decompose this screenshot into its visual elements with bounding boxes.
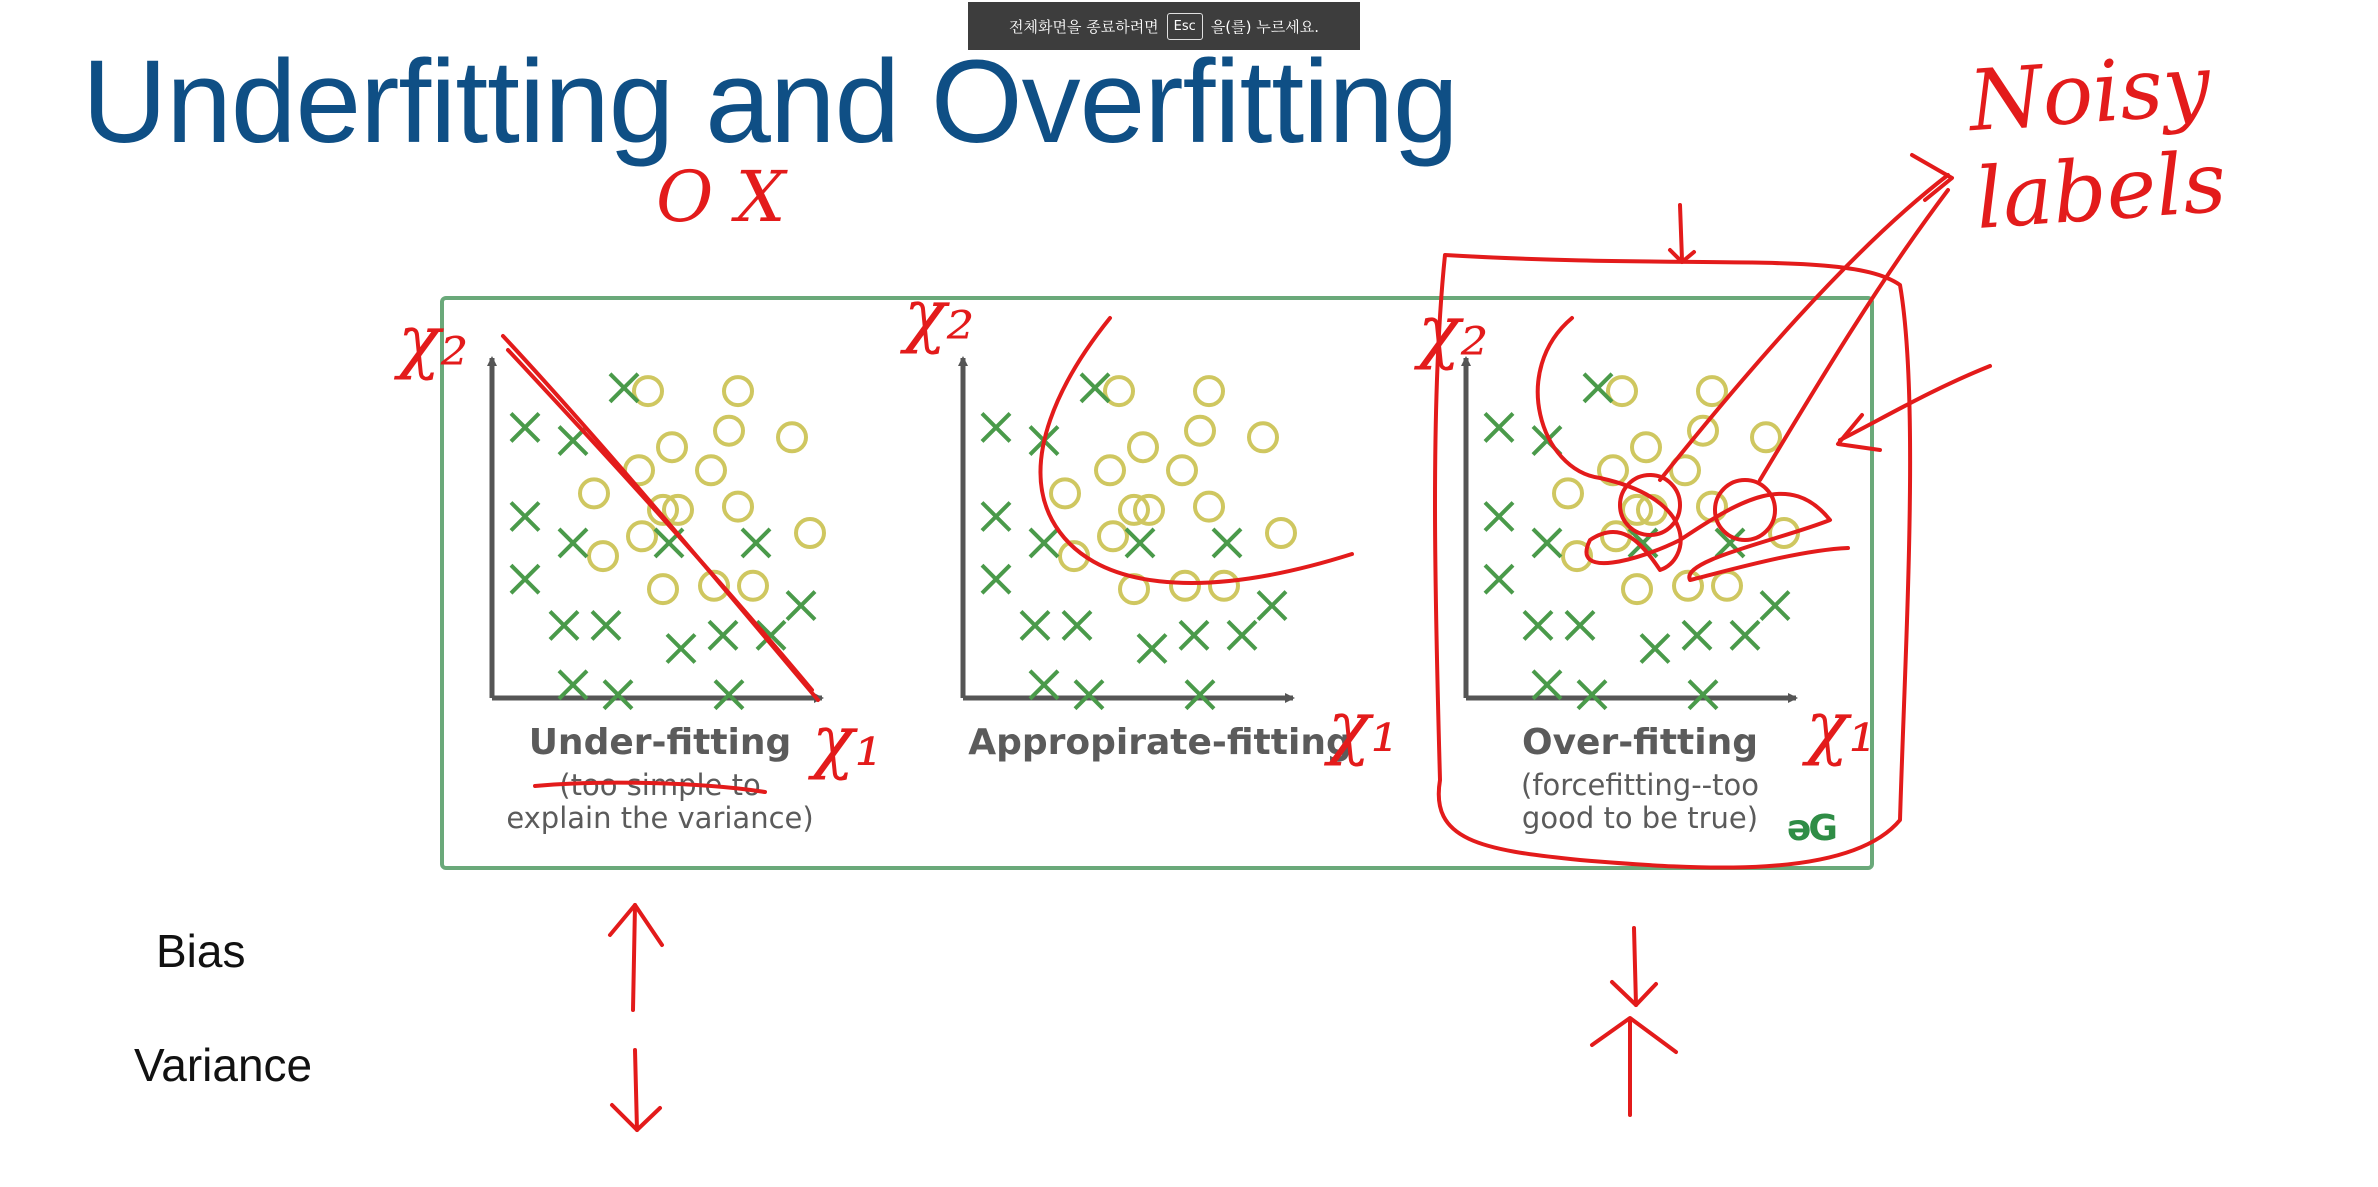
caption-over-fitting [1480, 722, 1800, 835]
class-o-point [589, 542, 617, 570]
class-x-point [1524, 611, 1552, 639]
class-x-point [742, 529, 770, 557]
class-x-point [655, 529, 683, 557]
class-o-point [1267, 519, 1295, 547]
class-x-point [1485, 413, 1513, 441]
class-o-point [658, 433, 686, 461]
class-x-point [1689, 681, 1717, 709]
class-x-point [604, 681, 632, 709]
class-x-point [1566, 611, 1594, 639]
class-o-point [1099, 522, 1127, 550]
class-x-point [1761, 592, 1789, 620]
class-o-point [1186, 417, 1214, 445]
class-x-point [982, 413, 1010, 441]
class-o-point [1171, 572, 1199, 600]
slide-title: Underfitting and Overfitting [82, 36, 1458, 168]
panel-over-fitting [1466, 358, 1798, 709]
class-o-point [1249, 423, 1277, 451]
class-o-point [1632, 433, 1660, 461]
class-o-point [1120, 575, 1148, 603]
caption-under-fitting [480, 722, 840, 835]
class-x-point [1641, 635, 1669, 663]
class-o-point [1698, 493, 1726, 521]
axis-x1-note-under: χ₁ [812, 700, 883, 782]
esc-key-hint: Esc [1167, 13, 1203, 40]
class-x-point [550, 611, 578, 639]
class-o-point [1554, 479, 1582, 507]
class-o-point [1602, 522, 1630, 550]
class-x-point [1030, 671, 1058, 699]
class-x-point [709, 621, 737, 649]
caption-title: Under-fitting [528, 722, 792, 763]
caption-appropriate-fitting [960, 722, 1360, 763]
class-o-point [724, 493, 752, 521]
class-x-point [757, 621, 785, 649]
class-x-point [1180, 621, 1208, 649]
class-x-point [1126, 529, 1154, 557]
ox-note: O X [656, 156, 786, 238]
class-x-point [592, 611, 620, 639]
class-x-point [1683, 621, 1711, 649]
class-o-point [715, 417, 743, 445]
class-x-point [1186, 681, 1214, 709]
class-x-point [511, 565, 539, 593]
class-x-point [982, 503, 1010, 531]
class-x-point [1533, 529, 1561, 557]
class-o-point [1210, 572, 1238, 600]
axis-x1-note-over: χ₁ [1806, 686, 1877, 768]
caption-subtitle: (too simple to explain the variance) [506, 768, 814, 835]
axis-x2-note-over: χ₂ [1418, 290, 1489, 372]
class-x-point [1485, 565, 1513, 593]
class-o-point [1689, 417, 1717, 445]
class-o-point [1195, 377, 1223, 405]
class-x-point [559, 529, 587, 557]
class-x-point [1138, 635, 1166, 663]
variance-label: Variance [134, 1039, 313, 1091]
class-x-point [1533, 427, 1561, 455]
class-x-point [1629, 529, 1657, 557]
class-o-point [1713, 572, 1741, 600]
class-x-point [1213, 529, 1241, 557]
class-x-point [715, 681, 743, 709]
geeksforgeeks-logo: əG [1787, 808, 1835, 849]
class-x-point [1030, 529, 1058, 557]
class-x-point [1578, 681, 1606, 709]
class-o-point [1674, 572, 1702, 600]
banner-text-after: 을(를) 누르세요. [1210, 17, 1319, 36]
class-o-point [1563, 542, 1591, 570]
class-x-point [1063, 611, 1091, 639]
class-o-point [1129, 433, 1157, 461]
caption-title: Appropirate-fitting [968, 722, 1352, 763]
class-x-point [1533, 671, 1561, 699]
class-o-point [1671, 456, 1699, 484]
caption-subtitle: (forcefitting--too good to be true) [1521, 768, 1759, 835]
axis-x1-note-appropriate: χ₁ [1328, 686, 1399, 768]
class-o-point [1752, 423, 1780, 451]
class-o-point [649, 575, 677, 603]
class-x-point [511, 503, 539, 531]
class-o-point [1168, 456, 1196, 484]
class-o-point [796, 519, 824, 547]
class-o-point [1096, 456, 1124, 484]
axis-x2-note-under: χ₂ [398, 300, 469, 382]
class-o-point [724, 377, 752, 405]
panel-appropriate-fitting [963, 358, 1295, 709]
noisy-labels-note: Noisy labels [1965, 35, 2230, 248]
class-x-point [1021, 611, 1049, 639]
class-o-point [1599, 456, 1627, 484]
class-x-point [1030, 427, 1058, 455]
caption-title: Over-fitting [1521, 722, 1759, 763]
class-o-point [628, 522, 656, 550]
class-o-point [739, 572, 767, 600]
class-o-point [697, 456, 725, 484]
class-o-point [625, 456, 653, 484]
class-x-point [1075, 681, 1103, 709]
class-x-point [1258, 592, 1286, 620]
class-o-point [700, 572, 728, 600]
class-o-point [1060, 542, 1088, 570]
class-x-point [1485, 503, 1513, 531]
class-o-point [1051, 479, 1079, 507]
class-x-point [667, 635, 695, 663]
class-o-point [1698, 377, 1726, 405]
bias-label: Bias [156, 925, 246, 977]
class-x-point [1228, 621, 1256, 649]
class-x-point [1716, 529, 1744, 557]
class-x-point [559, 427, 587, 455]
class-x-point [559, 671, 587, 699]
class-o-point [778, 423, 806, 451]
class-o-point [1195, 493, 1223, 521]
class-x-point [1731, 621, 1759, 649]
banner-text-before: 전체화면을 종료하려면 [1009, 17, 1159, 36]
class-o-point [580, 479, 608, 507]
class-x-point [787, 592, 815, 620]
class-o-point [1770, 519, 1798, 547]
class-o-point [1623, 575, 1651, 603]
class-x-point [982, 565, 1010, 593]
axis-x2-note-appropriate: χ₂ [904, 274, 975, 356]
class-x-point [511, 413, 539, 441]
panel-under-fitting [492, 358, 824, 709]
